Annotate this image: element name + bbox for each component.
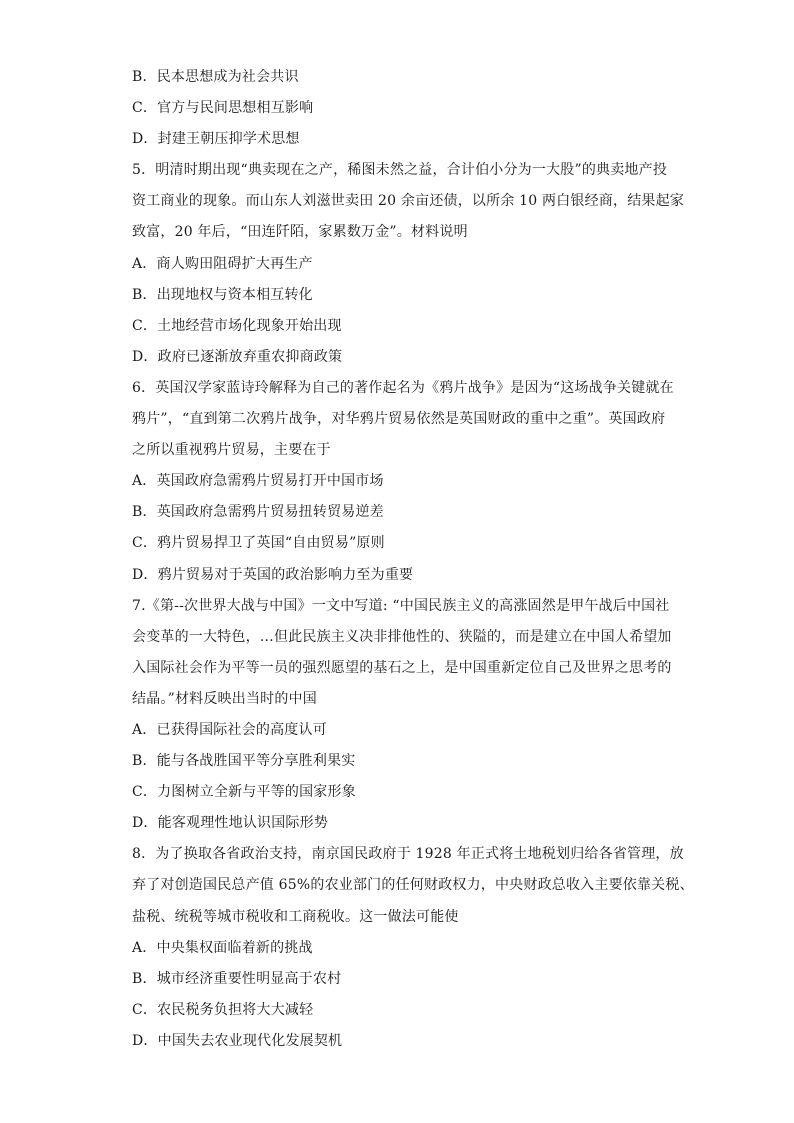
q6-option-a: A．英国政府急需鸦片贸易打开中国市场	[132, 473, 384, 490]
q7-stem-line-4: 结晶。”材料反映出当时的中国	[132, 690, 317, 707]
q7-option-c: C．力图树立全新与平等的国家形象	[132, 784, 356, 801]
q7-option-b: B．能与各战胜国平等分享胜利果实	[132, 753, 356, 770]
q4-option-c: C．官方与民间思想相互影响	[132, 100, 314, 117]
q8-stem-line-2: 弃了对创造国民总产值 65%的农业部门的任何财政权力，中央财政总收入主要依靠关税、	[132, 877, 694, 894]
q6-option-d: D．鸦片贸易对于英国的政治影响力至为重要	[132, 566, 414, 583]
q7-stem-line-1: 7.《第--次世界大战与中国》一文中写道: “中国民族主义的高涨固然是甲午战后中国社	[132, 597, 670, 614]
q6-stem-line-1: 6．英国汉学家蓝诗玲解释为自己的著作起名为《鸦片战争》是因为“这场战争关键就在	[132, 379, 674, 396]
q7-option-d: D．能客观理性地认识国际形势	[132, 815, 329, 832]
q5-option-d: D．政府已逐渐放弃重农抑商政策	[132, 348, 343, 365]
q5-option-c: C．土地经营市场化现象开始出现	[132, 317, 342, 334]
q5-option-a: A．商人购田阻碍扩大再生产	[132, 255, 313, 272]
q8-stem-line-3: 盐税、统税等城市税收和工商税收。这一做法可能使	[132, 908, 459, 925]
q6-option-b: B．英国政府急需鸦片贸易扭转贸易逆差	[132, 504, 384, 521]
q8-option-d: D．中国失去农业现代化发展契机	[132, 1032, 343, 1049]
q5-stem-line-3: 致富，20 年后，“田连阡陌，家累数万金”。材料说明	[132, 224, 468, 241]
q5-option-b: B．出现地权与资本相互转化	[132, 286, 313, 303]
q8-stem-line-1: 8．为了换取各省政治支持，南京国民政府于 1928 年正式将土地税划归给各省管理，放	[132, 846, 684, 863]
q5-stem-line-2: 资工商业的现象。而山东人刘滋世卖田 20 余亩还债，以所余 10 两白银经商，结果起家	[132, 193, 685, 210]
q6-option-c: C．鸦片贸易捍卫了英国“自由贸易”原则	[132, 535, 385, 552]
q6-stem-line-2: 鸦片”，“直到第二次鸦片战争，对华鸦片贸易依然是英国财政的重中之重”。英国政府	[132, 411, 666, 428]
q6-stem-line-3: 之所以重视鸦片贸易，主要在于	[132, 442, 331, 459]
q8-option-a: A．中央集权面临着新的挑战	[132, 939, 313, 956]
q7-stem-line-3: 入国际社会作为平等一员的强烈愿望的基石之上，是中国重新定位自己及世界之思考的	[132, 659, 672, 676]
question-text	[132, 62, 694, 1057]
q7-stem-line-2: 会变革的一大特色，…但此民族主义决非排他性的、狭隘的，而是建立在中国人希望加	[132, 628, 672, 645]
q4-option-b: B．民本思想成为社会共识	[132, 69, 299, 85]
q8-option-b: B．城市经济重要性明显高于农村	[132, 970, 342, 987]
q7-option-a: A．已获得国际社会的高度认可	[132, 721, 327, 738]
q8-option-c: C．农民税务负担将大大减轻	[132, 1001, 314, 1018]
q5-stem-line-1: 5．明清时期出现“典卖现在之产，稀图未然之益，合计伯小分为一大股”的典卖地产投	[132, 162, 668, 179]
q4-option-d: D．封建王朝压抑学术思想	[132, 131, 300, 148]
